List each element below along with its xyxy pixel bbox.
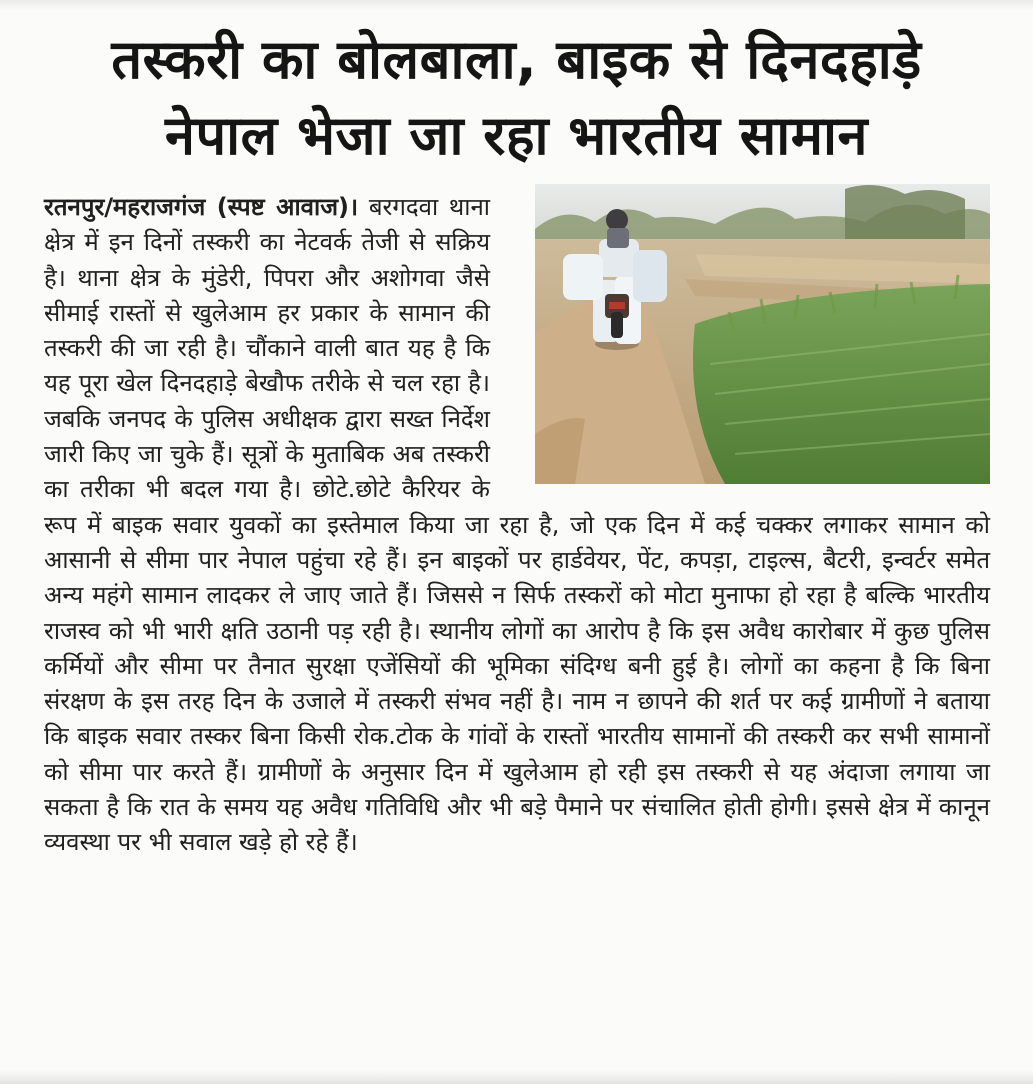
headline: [0, 22, 1033, 174]
article-body-text: बरगदवा थाना क्षेत्र में इन दिनों तस्करी का नेटवर्क तेजी से सक्रिय है। थाना क्षेत्र के मुंडेरी, पिपरा और अशोगवा जैसे सीमाई रास्तों से खुलेआम हर प्रकार के सामान की तस्करी की जा रही है। चौंकाने वाली बात यह है कि यह पूरा खेल दिनदहाड़े बेखौफ तरीके से चल रहा है। जबकि जनपद के पुलिस अधीक्षक द्वारा सख्त निर्देश जारी किए जा चुके हैं। सूत्रों के मुताबिक अब तस्करी का तरीका भी बदल गया है। छोटे.छोटे कैरियर के रूप में बाइक सवार युवकों का इस्तेमाल किया जा रहा है, जो एक दिन में कई चक्कर लगाकर सामान को आसानी से सीमा पार नेपाल पहुंचा रहे हैं। इन बाइकों पर हार्डवेयर, पेंट, कपड़ा, टाइल्स, बैटरी, इन्वर्टर समेत अन्य महंगे सामान लादकर ले जाए जाते हैं। जिससे न सिर्फ तस्करों को मोटा मुनाफा हो रहा है बल्कि भारतीय राजस्व को भी भारी क्षति उठानी पड़ रही है। स्थानीय लोगों का आरोप है कि इस अवैध कारोबार में कुछ पुलिस कर्मियों और सीमा पर तैनात सुरक्षा एजेंसियों की भूमिका संदिग्ध बनी हुई है। लोगों का कहना है कि बिना संरक्षण के इस तरह दिन के उजाले में तस्करी संभव नहीं है। नाम न छापने की शर्त पर कई ग्रामीणों ने बताया कि बाइक सवार तस्कर बिना किसी रोक.टोक के गांवों के रास्तों भारतीय सामानों की तस्करी कर सभी सामानों को सीमा पार करते हैं। ग्रामीणों के अनुसार दिन में खुलेआम हो रही इस तस्करी से यह अंदाजा लगाया जा सकता है कि रात के समय यह अवैध गतिविधि और भी बड़े पैमाने पर संचालित होती होगी। इससे क्षेत्र में कानून व्यवस्था पर भी सवाल खड़े हो रहे हैं।: [44, 193, 990, 857]
headline-line-2: नेपाल भेजा जा रहा भारतीय सामान: [165, 104, 868, 167]
bottom-rule: [0, 1070, 1033, 1084]
photo-wrap-spacer: [490, 190, 990, 486]
article: [44, 190, 990, 861]
headline-line-1: तस्करी का बोलबाला, बाइक से दिनदहाड़े: [111, 28, 922, 91]
top-rule: [0, 0, 1033, 10]
dateline: रतनपुर/महराजगंज (स्पष्ट आवाज)।: [44, 193, 359, 221]
